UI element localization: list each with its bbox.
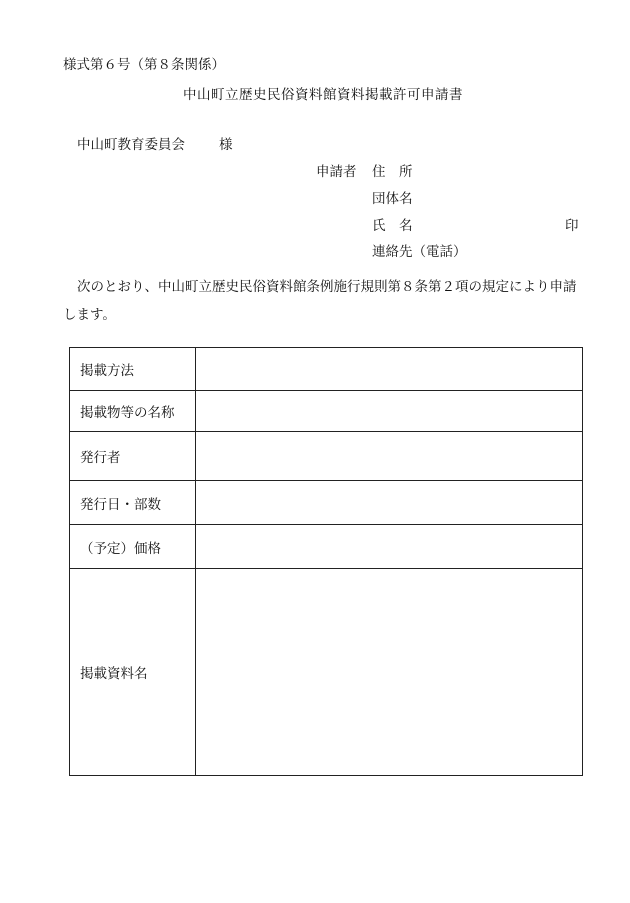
applicant-name-field: 氏 名 <box>372 218 413 234</box>
addressee-honorific: 様 <box>219 137 233 153</box>
row-value-issue-date-copies[interactable] <box>196 481 583 525</box>
applicant-address-field: 住 所 <box>372 164 413 180</box>
row-label-issue-date-copies: 発行日・部数 <box>70 481 196 525</box>
applicant-organization-field: 団体名 <box>372 191 413 207</box>
row-value-material-name[interactable] <box>196 569 583 776</box>
table-row <box>70 481 583 525</box>
row-label-publication-method: 掲載方法 <box>70 348 196 391</box>
row-label-price: （予定）価格 <box>70 525 196 569</box>
applicant-label: 申請者 <box>316 164 357 180</box>
table-row <box>70 525 583 569</box>
row-label-publisher: 発行者 <box>70 432 196 481</box>
applicant-contact-field: 連絡先（電話） <box>372 244 467 260</box>
seal-mark: 印 <box>565 218 579 234</box>
row-label-material-name: 掲載資料名 <box>70 569 196 776</box>
application-table <box>69 347 583 776</box>
request-statement: 次のとおり、中山町立歴史民俗資料館条例施行規則第８条第２項の規定により申請します。 <box>63 279 577 323</box>
row-value-price[interactable] <box>196 525 583 569</box>
table-row <box>70 569 583 776</box>
row-value-publisher[interactable] <box>196 432 583 481</box>
document-title: 中山町立歴史民俗資料館資料掲載許可申請書 <box>183 87 463 103</box>
row-value-publication-title[interactable] <box>196 391 583 432</box>
table-row <box>70 348 583 391</box>
table-row <box>70 432 583 481</box>
table-row <box>70 391 583 432</box>
row-value-publication-method[interactable] <box>196 348 583 391</box>
addressee-name: 中山町教育委員会 <box>77 137 185 153</box>
form-number-label: 様式第６号（第８条関係） <box>63 57 225 73</box>
row-label-publication-title: 掲載物等の名称 <box>70 391 196 432</box>
